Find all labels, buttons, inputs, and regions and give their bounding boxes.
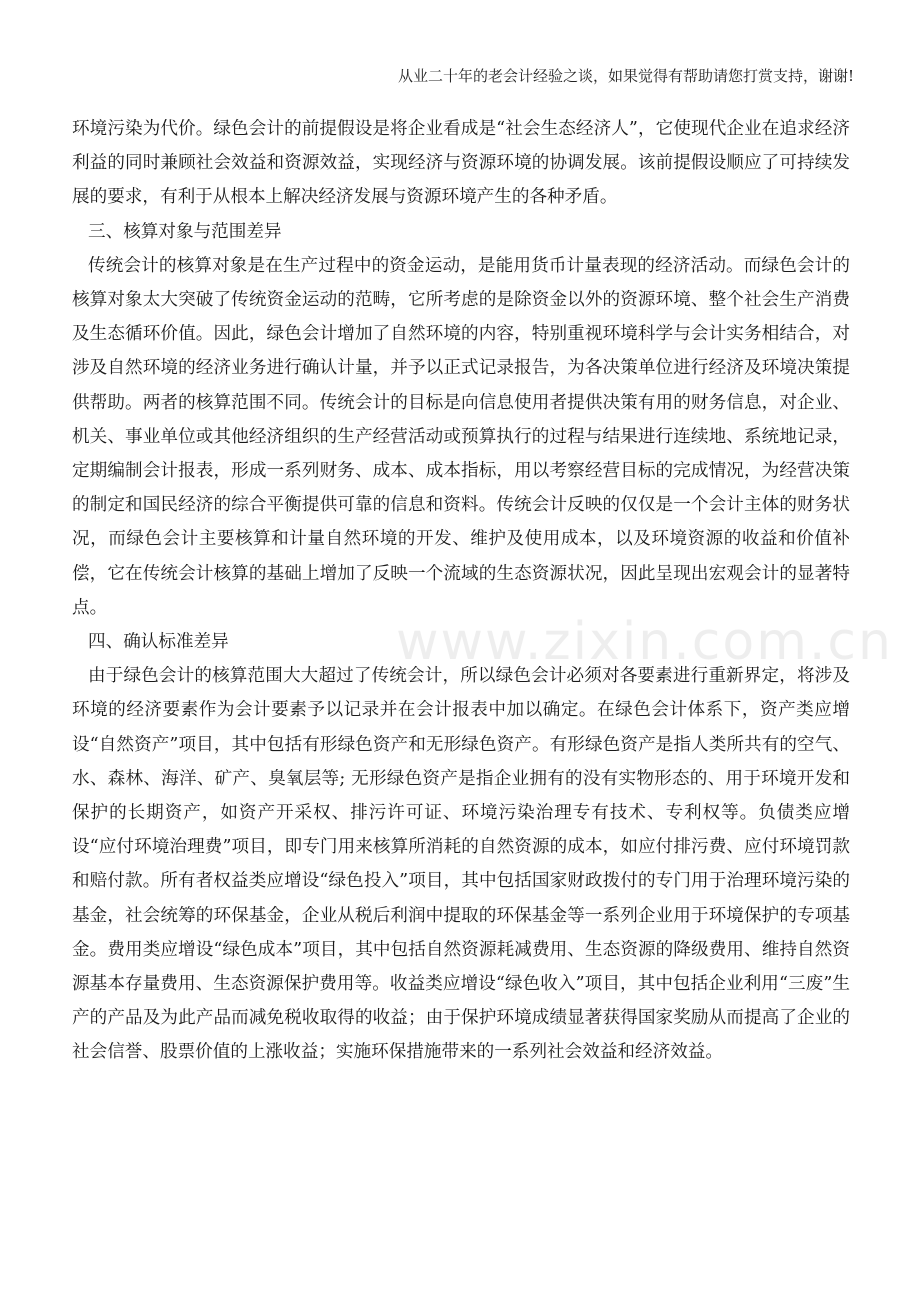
watermark: www.zixin.com.cn bbox=[396, 612, 893, 672]
paragraph-recognition-standards: 由于绿色会计的核算范围大大超过了传统会计，所以绿色会计必须对各要素进行重新界定，将涉及环境的经济要素作为会计要素予以记录并在会计报表中加以确定。在绿色会计体系下，资产类应增设“自然资产”项目，其中包括有形绿色资产和无形绿色资产。有形绿色资产是指人类所共有的空气、水、森林、海洋、矿产、臭氧层等; 无形绿色资产是指企业拥有的没有实物形态的、用于环境开发和保护的长期资产，如资产开采权、排污许可证、环境污染治理专有技术、专利权等。负债类应增设“应付环境治理费”项目，即专门用来核算所消耗的自然资源的成本，如应付排污费、应付环境罚款和赔付款。所有者权益类应增设“绿色投入”项目，其中包括国家财政拨付的专门用于治理环境污染的基金，社会统筹的环保基金，企业从税后利润中提取的环保基金等一系列企业用于环境保护的专项基金。费用类应增设“绿色成本”项目，其中包括自然资源耗减费用、生态资源的降级费用、维持自然资源基本存量费用、生态资源保护费用等。收益类应增设“绿色收入”项目，其中包括企业利用“三废”生产的产品及为此产品而减免税收取得的收益；由于保护环境成绩显著获得国家奖励从而提高了企业的社会信誉、股票价值的上涨收益；实施环保措施带来的一系列社会效益和经济效益。 bbox=[72, 666, 850, 1063]
paragraph-accounting-object-scope: 传统会计的核算对象是在生产过程中的资金运动，是能用货币计量表现的经济活动。而绿色会计的核算对象太大突破了传统资金运动的范畴，它所考虑的是除资金以外的资源环境、整个社会生产消费及生态循环价值。因此，绿色会计增加了自然环境的内容，特别重视环境科学与会计实务相结合，对涉及自然环境的经济业务进行确认计量，并予以正式记录报告，为各决策单位进行经济及环境决策提供帮助。两者的核算范围不同。传统会计的目标是向信息使用者提供决策有用的财务信息，对企业、机关、事业单位或其他经济组织的生产经营活动或预算执行的过程与结果进行连续地、系统地记录，定期编制会计报表，形成一系列财务、成本、成本指标，用以考察经营目标的完成情况，为经营决策的制定和国民经济的综合平衡提供可靠的信息和资料。传统会计反映的仅仅是一个会计主体的财务状况，而绿色会计主要核算和计量自然环境的开发、维护及使用成本，以及环境资源的收益和价值补偿，它在传统会计核算的基础上增加了反映一个流域的生态资源状况，因此呈现出宏观会计的显著特点。 bbox=[72, 255, 850, 618]
section-heading-3: 三、核算对象与范围差异 bbox=[88, 221, 282, 242]
section-heading-4: 四、确认标准差异 bbox=[88, 632, 229, 653]
paragraph-premise-assumption: 环境污染为代价。绿色会计的前提假设是将企业看成是“社会生态经济人”，它使现代企业在追求经济利益的同时兼顾社会效益和资源效益，实现经济与资源环境的协调发展。该前提假设顺应了可持续发展的要求，有利于从根本上解决经济发展与资源环境产生的各种矛盾。 bbox=[72, 119, 850, 208]
page-header-tagline: 从业二十年的老会计经验之谈，如果觉得有帮助请您打赏支持，谢谢! bbox=[397, 67, 854, 85]
document-body bbox=[72, 112, 850, 1070]
